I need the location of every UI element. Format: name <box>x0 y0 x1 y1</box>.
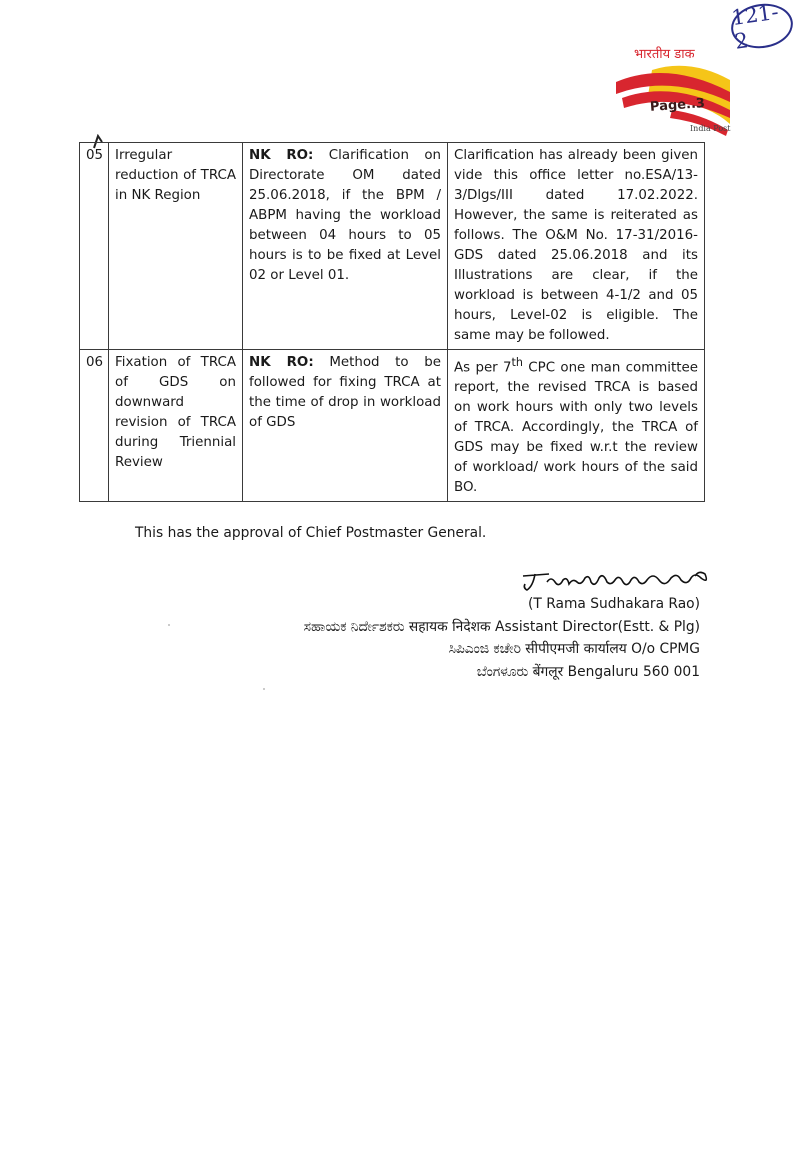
answer-cell: Clarification has already been given vide this office letter no.ESA/13-3/Dlgs/III dated 17.02.2022. However, the same is reiterated as follows. The O&M No. 17-31/2016-GDS dated 25.06.2018 and its Illustrations are clear, if the workload is between 4-1/2 and 05 hours, Level-02 is eligible. The same may be followed. <box>448 143 705 350</box>
scan-speck <box>168 624 170 626</box>
table-row <box>80 143 705 350</box>
answer-text-pre: As per 7 <box>454 360 512 376</box>
answer-cell <box>448 350 705 502</box>
subject-cell: Fixation of TRCA of GDS on downward revision of TRCA during Triennial Review <box>109 350 243 502</box>
answer-text-post: CPC one man committee report, the revised TRCA is based on work hours with only two levels of TRCA. Accordingly, the TRCA of GDS may be fixed w.r.t the review of workload/ work hours of the said BO. <box>454 360 698 496</box>
signatory-block <box>304 593 700 683</box>
query-cell <box>243 350 448 502</box>
page-label: Page..3 <box>649 96 706 115</box>
logo-hindi-text: भारतीय डाक <box>634 47 695 62</box>
serial-number: 05 <box>80 143 109 350</box>
approval-statement: This has the approval of Chief Postmaster General. <box>135 525 487 541</box>
clarification-table <box>79 142 705 502</box>
signatory-designation: ಸಹಾಯಕ ನಿರ್ದೇಶಕರು सहायक निदेशक Assistant Director(Estt. & Plg) <box>303 618 700 635</box>
signatory-city: ಬೆಂಗಳೂರು बेंगलूर Bengaluru 560 001 <box>476 663 700 680</box>
serial-number: 06 <box>80 350 109 502</box>
query-prefix: NK RO: <box>249 148 314 163</box>
query-prefix: NK RO: <box>249 355 314 370</box>
query-cell <box>243 143 448 350</box>
logo-english-text: India Post <box>690 124 731 133</box>
scan-speck <box>263 688 265 690</box>
page-number-annotation: 121-2 <box>728 0 795 52</box>
query-text: Clarification on Directorate OM dated 25.06.2018, if the BPM / ABPM having the workload between 04 hours to 05 hours is to be fixed at Level 02 or Level 01. <box>249 148 442 283</box>
subject-cell: Irregular reduction of TRCA in NK Region <box>109 143 243 350</box>
table-row <box>80 350 705 502</box>
signatory-office: ಸಿಪಿಎಂಜಿ ಕಚೇರಿ सीपीएमजी कार्यालय O/o CPMG <box>448 641 700 657</box>
signatory-name: (T Rama Sudhakara Rao) <box>528 596 700 612</box>
handwritten-signature <box>519 566 715 596</box>
answer-superscript: th <box>511 356 523 369</box>
query-text: Method to be followed for fixing TRCA at the time of drop in workload of GDS <box>249 355 442 430</box>
